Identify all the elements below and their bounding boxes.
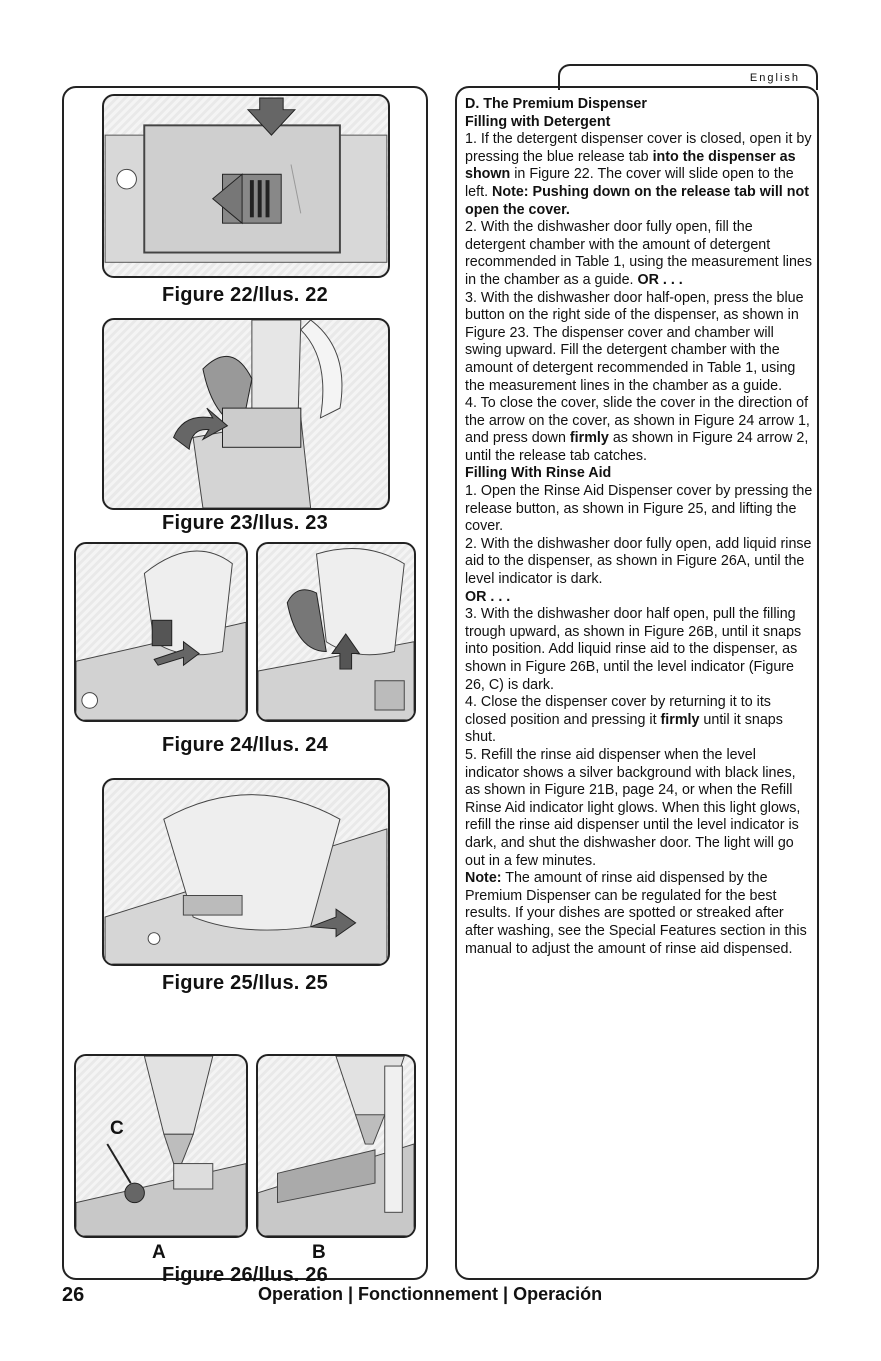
instructions-panel	[455, 86, 819, 1280]
figure-25-caption: Figure 25/Ilus. 25	[162, 972, 328, 994]
language-tab: English	[558, 64, 818, 90]
rinse-note: Note: The amount of rinse aid dispensed by the Premium Dispenser can be regulated for the best results. If your dishes are spotted or streaked after after washing, see the Special Features section in this manual to adjust the amount of rinse aid dispensed.	[465, 870, 807, 957]
step-rinse-2: 2. With the dishwasher door fully open, add liquid rinse aid to the dispenser, as shown in Figure 26A, until the level indicator is dark.	[465, 535, 812, 588]
figure-26-label-c: C	[110, 1118, 124, 1139]
footer-title: Operation | Fonctionnement | Operación	[258, 1284, 603, 1304]
page-number: 26	[62, 1284, 85, 1306]
rinse-aid-trough-illustration	[258, 1056, 414, 1236]
figure-25-image	[102, 778, 390, 966]
step-detergent-1: 1. If the detergent dispenser cover is closed, open it by pressing the blue release tab into the dispenser as shown in Figure 22. The cover will slide open to the left. Note: Pushing down on the release tab will not open the cover.	[465, 131, 812, 218]
figures-panel	[62, 86, 428, 1286]
figure-24a-image	[74, 542, 248, 722]
rinse-or: OR . . .	[465, 588, 511, 605]
step-detergent-4: 4. To close the cover, slide the cover in the direction of the arrow on the cover, as shown in Figure 24 arrow 1, and press down firmly as shown in Figure 24 arrow 2, until the release tab catches.	[465, 395, 810, 464]
filling-rinse-heading: Filling With Rinse Aid	[465, 465, 612, 482]
dispenser-closed-illustration	[104, 96, 388, 276]
figure-23-caption: Figure 23/Ilus. 23	[162, 512, 328, 534]
figure-23-image	[102, 318, 390, 510]
figure-26-label-b: B	[312, 1242, 326, 1263]
figure-26-label-a: A	[152, 1242, 166, 1263]
dispenser-press-down-illustration	[258, 544, 414, 720]
dispenser-close-slide-illustration	[76, 544, 246, 720]
step-rinse-4: 4. Close the dispenser cover by returning it to its closed position and pressing it firmly until it snaps shut.	[465, 694, 783, 746]
step-rinse-3: 3. With the dishwasher door half open, pull the filling trough upward, as shown in Figure 26B, until it snaps into position. Add liquid rinse aid to the dispenser, as shown in Figure 26B, until the level indicator (Figure 26, C) is dark.	[465, 606, 802, 693]
rinse-aid-pour-illustration	[76, 1056, 246, 1236]
figure-24-caption: Figure 24/Ilus. 24	[162, 734, 328, 756]
figure-26a-image	[74, 1054, 248, 1238]
section-title: D. The Premium Dispenser	[465, 96, 647, 112]
filling-detergent-heading: Filling with Detergent	[465, 113, 611, 130]
dispenser-swing-illustration	[104, 320, 388, 508]
step-detergent-2: 2. With the dishwasher door fully open, fill the detergent chamber with the amount of detergent recommended in Table 1, using the measurement lines in the chamber as a guide. OR . . .	[465, 219, 813, 288]
step-detergent-3: 3. With the dishwasher door half-open, press the blue button on the right side of the dispenser, as shown in Figure 23. The dispenser cover and chamber will swing upward. Fill the detergent chamber with the amount of detergent recommended in Table 1, using the measurement lines in the chamber as a guide.	[465, 289, 804, 394]
figure-24b-image	[256, 542, 416, 722]
step-rinse-1: 1. Open the Rinse Aid Dispenser cover by pressing the release button, as shown in Figure 25, and lifting the cover.	[465, 483, 813, 535]
figure-22-caption: Figure 22/Ilus. 22	[162, 284, 328, 306]
instructions-text	[465, 96, 813, 958]
figure-26-caption: Figure 26/Ilus. 26	[162, 1264, 328, 1286]
figure-26b-image	[256, 1054, 416, 1238]
figure-22-image	[102, 94, 390, 278]
rinse-aid-open-illustration	[104, 780, 388, 964]
step-rinse-5: 5. Refill the rinse aid dispenser when the level indicator shows a silver background with black lines, as shown in Figure 21B, page 24, or when the Refill Rinse Aid indicator light glows. When this light glows, refill the rinse aid dispenser until the level indicator is dark, and shut the dishwasher door. The light will go out in a few minutes.	[465, 746, 801, 869]
